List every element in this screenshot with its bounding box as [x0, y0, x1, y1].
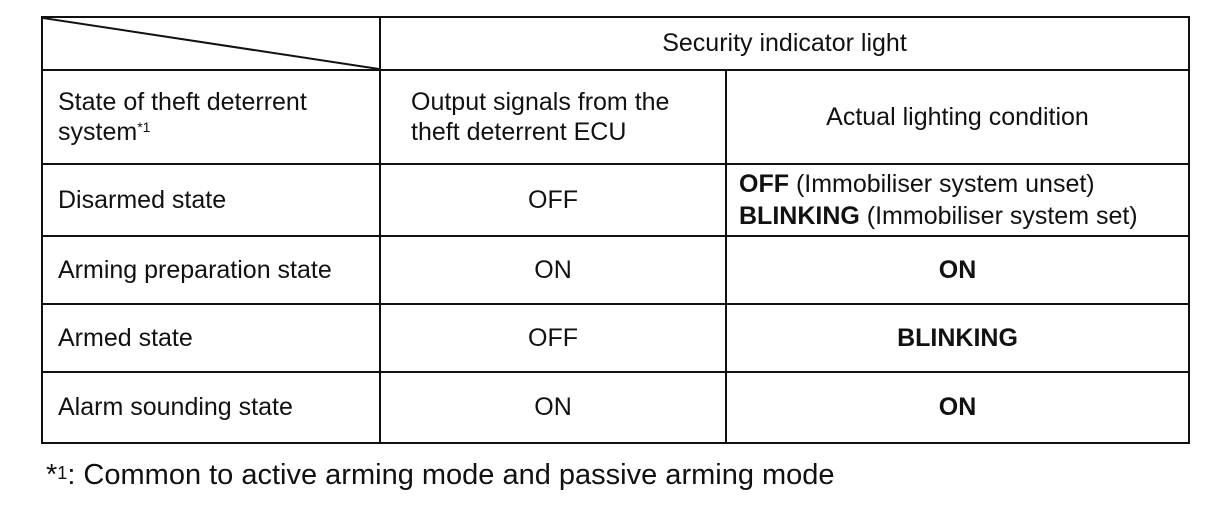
security-indicator-table	[41, 16, 1190, 444]
footnote-ref: 1	[57, 463, 68, 483]
cell-state: Armed state	[42, 304, 380, 372]
cell-actual	[726, 164, 1189, 236]
header-row-group	[42, 17, 1189, 70]
actual-line-2-bold: BLINKING	[739, 202, 860, 230]
footnote	[46, 458, 835, 492]
cell-actual: BLINKING	[726, 304, 1189, 372]
actual-line-1	[739, 168, 1188, 200]
diagonal-line	[43, 18, 379, 69]
footnote-marker: *	[46, 459, 58, 491]
table-row-disarmed	[42, 164, 1189, 236]
actual-line-2-rest: (Immobiliser system set)	[859, 202, 1138, 230]
column-header-actual-lighting: Actual lighting condition	[726, 70, 1189, 164]
column-header-state-label: State of theft deterrent system	[58, 87, 307, 146]
header-row-columns	[42, 70, 1189, 164]
cell-output: ON	[380, 372, 726, 443]
cell-output: OFF	[380, 304, 726, 372]
cell-actual: ON	[726, 236, 1189, 304]
cell-state: Alarm sounding state	[42, 372, 380, 443]
table-row-arming-preparation	[42, 236, 1189, 304]
cell-output: OFF	[380, 164, 726, 236]
diagonal-corner-cell	[42, 17, 380, 70]
cell-state: Arming preparation state	[42, 236, 380, 304]
actual-line-1-bold: OFF	[739, 170, 789, 198]
table-row-alarm-sounding	[42, 372, 1189, 443]
column-header-state	[42, 70, 380, 164]
cell-output: ON	[380, 236, 726, 304]
column-header-output-signals: Output signals from the theft deterrent ECU	[380, 70, 726, 164]
table-row-armed	[42, 304, 1189, 372]
group-header-security-indicator-light: Security indicator light	[380, 17, 1189, 70]
actual-line-1-rest: (Immobiliser system unset)	[789, 170, 1095, 198]
cell-state: Disarmed state	[42, 164, 380, 236]
actual-line-2	[739, 200, 1188, 232]
footnote-text: : Common to active arming mode and passive arming mode	[67, 459, 835, 491]
column-header-state-ref: *1	[137, 119, 151, 135]
cell-actual: ON	[726, 372, 1189, 443]
